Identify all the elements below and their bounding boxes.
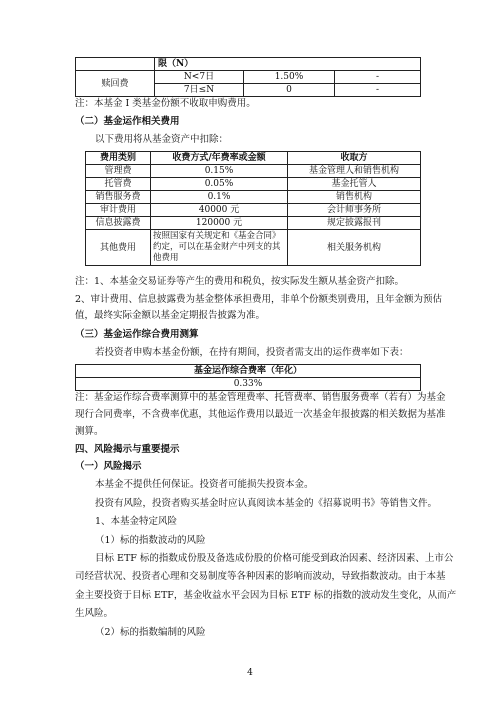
list-item: （2）标的指数编制的风险 (95, 627, 206, 638)
paragraph: 生风险。 (75, 608, 114, 619)
fee-header: 费用类别 (86, 152, 151, 165)
paragraph: 投资有风险，投资者购买基金时应认真阅读本基金的《招募说明书》等销售文件。 (95, 498, 438, 509)
note-fee-1: 注：1、本基金交易证券等产生的费用和税负，按实际发生额从基金资产扣除。 (75, 276, 405, 287)
section3-heading: （三）基金运作综合费用测算 (75, 329, 199, 340)
fee-receiver: 基金管理人和销售机构 (288, 165, 421, 178)
fee-category: 销售服务费 (86, 191, 151, 204)
note-fee-2b: 值，最终实际金额以基金定期报告披露为准。 (75, 310, 266, 321)
table-row (86, 204, 421, 217)
redemption-period: N<7日 (155, 71, 244, 84)
paragraph: 目标 ETF 标的指数成份股及备选成份股的价格可能受到政治因素、经济因素、上市公 (95, 553, 454, 564)
note-total-a: 注：基金运作综合费率测算中的基金管理费率、托管费率、销售服务费率（若有）为基金 (75, 392, 446, 403)
redemption-rate: 0 (244, 84, 335, 97)
fee-header: 收费方式/年费率或金额 (151, 152, 288, 165)
note-redemption: 注：本基金 I 类基金份额不收取申购费用。 (75, 98, 256, 109)
paragraph: 本基金不提供任何保证。投资者可能损失投资本金。 (95, 479, 314, 490)
fee-receiver: 会计师事务所 (288, 204, 421, 217)
table-row (86, 217, 421, 230)
paragraph: 金主要投资于目标 ETF，基金收益水平会因为目标 ETF 标的指数的波动发生变化，从而产 (75, 590, 457, 601)
fee-category: 信息披露费 (86, 217, 151, 230)
section4-heading: 四、风险揭示与重要提示 (75, 444, 180, 455)
fee-category: 其他费用 (86, 230, 151, 266)
fee-rate: 40000 元 (151, 204, 288, 217)
section4-1-heading: （一）风险揭示 (75, 461, 142, 472)
redemption-other: - (335, 71, 421, 84)
section2-heading: （二）基金运作相关费用 (75, 116, 180, 127)
operation-fee-table (85, 151, 421, 266)
fee-rate: 按照国家有关规定和《基金合同》约定，可以在基金财产中列支的其他费用 (151, 230, 288, 266)
table-row (86, 191, 421, 204)
fee-header: 收取方 (288, 152, 421, 165)
redemption-fee-table (75, 57, 421, 97)
redemption-other: - (335, 84, 421, 97)
redemption-rate: 1.50% (244, 71, 335, 84)
paragraph: 司经营状况、投资者心理和交易制度等各种因素的影响而波动，导致指数波动。由于本基 (75, 571, 446, 582)
total-rate-header: 基金运作综合费率（年化） (76, 365, 421, 378)
total-rate-value: 0.33% (76, 378, 421, 391)
table-row (86, 230, 421, 266)
fee-receiver: 相关服务机构 (288, 230, 421, 266)
list-item: （1）标的指数波动的风险 (95, 535, 206, 546)
note-total-c: 测算。 (75, 426, 104, 437)
section3-intro: 若投资者申购本基金份额，在持有期间，投资者需支出的运作费率如下表： (95, 347, 409, 358)
fee-rate: 0.05% (151, 178, 288, 191)
redemption-row-label: 赎回费 (76, 71, 155, 97)
fee-rate: 120000 元 (151, 217, 288, 230)
total-rate-table (75, 364, 421, 391)
fee-category: 管理费 (86, 165, 151, 178)
blank-cell (76, 58, 155, 71)
fee-rate: 0.15% (151, 165, 288, 178)
table-row (86, 178, 421, 191)
note-total-b: 现行合同费率，不含费率优惠，其他运作费用以最近一次基金年报披露的相关数据为基准 (75, 409, 446, 420)
fee-receiver: 规定披露报刊 (288, 217, 421, 230)
fee-rate: 0.1% (151, 191, 288, 204)
fee-category: 审计费用 (86, 204, 151, 217)
fee-category: 托管费 (86, 178, 151, 191)
redemption-header: 限（N） (155, 58, 421, 71)
page-number: 4 (247, 668, 253, 678)
section2-intro: 以下费用将从基金资产中扣除： (95, 134, 229, 145)
fee-receiver: 销售机构 (288, 191, 421, 204)
redemption-period: 7日≤N (155, 84, 244, 97)
fee-receiver: 基金托管人 (288, 178, 421, 191)
table-row (86, 165, 421, 178)
note-fee-2a: 2、审计费用、信息披露费为基金整体承担费用，非单个份额类别费用，且年金额为预估 (75, 294, 443, 305)
list-item: 1、本基金特定风险 (95, 516, 178, 527)
